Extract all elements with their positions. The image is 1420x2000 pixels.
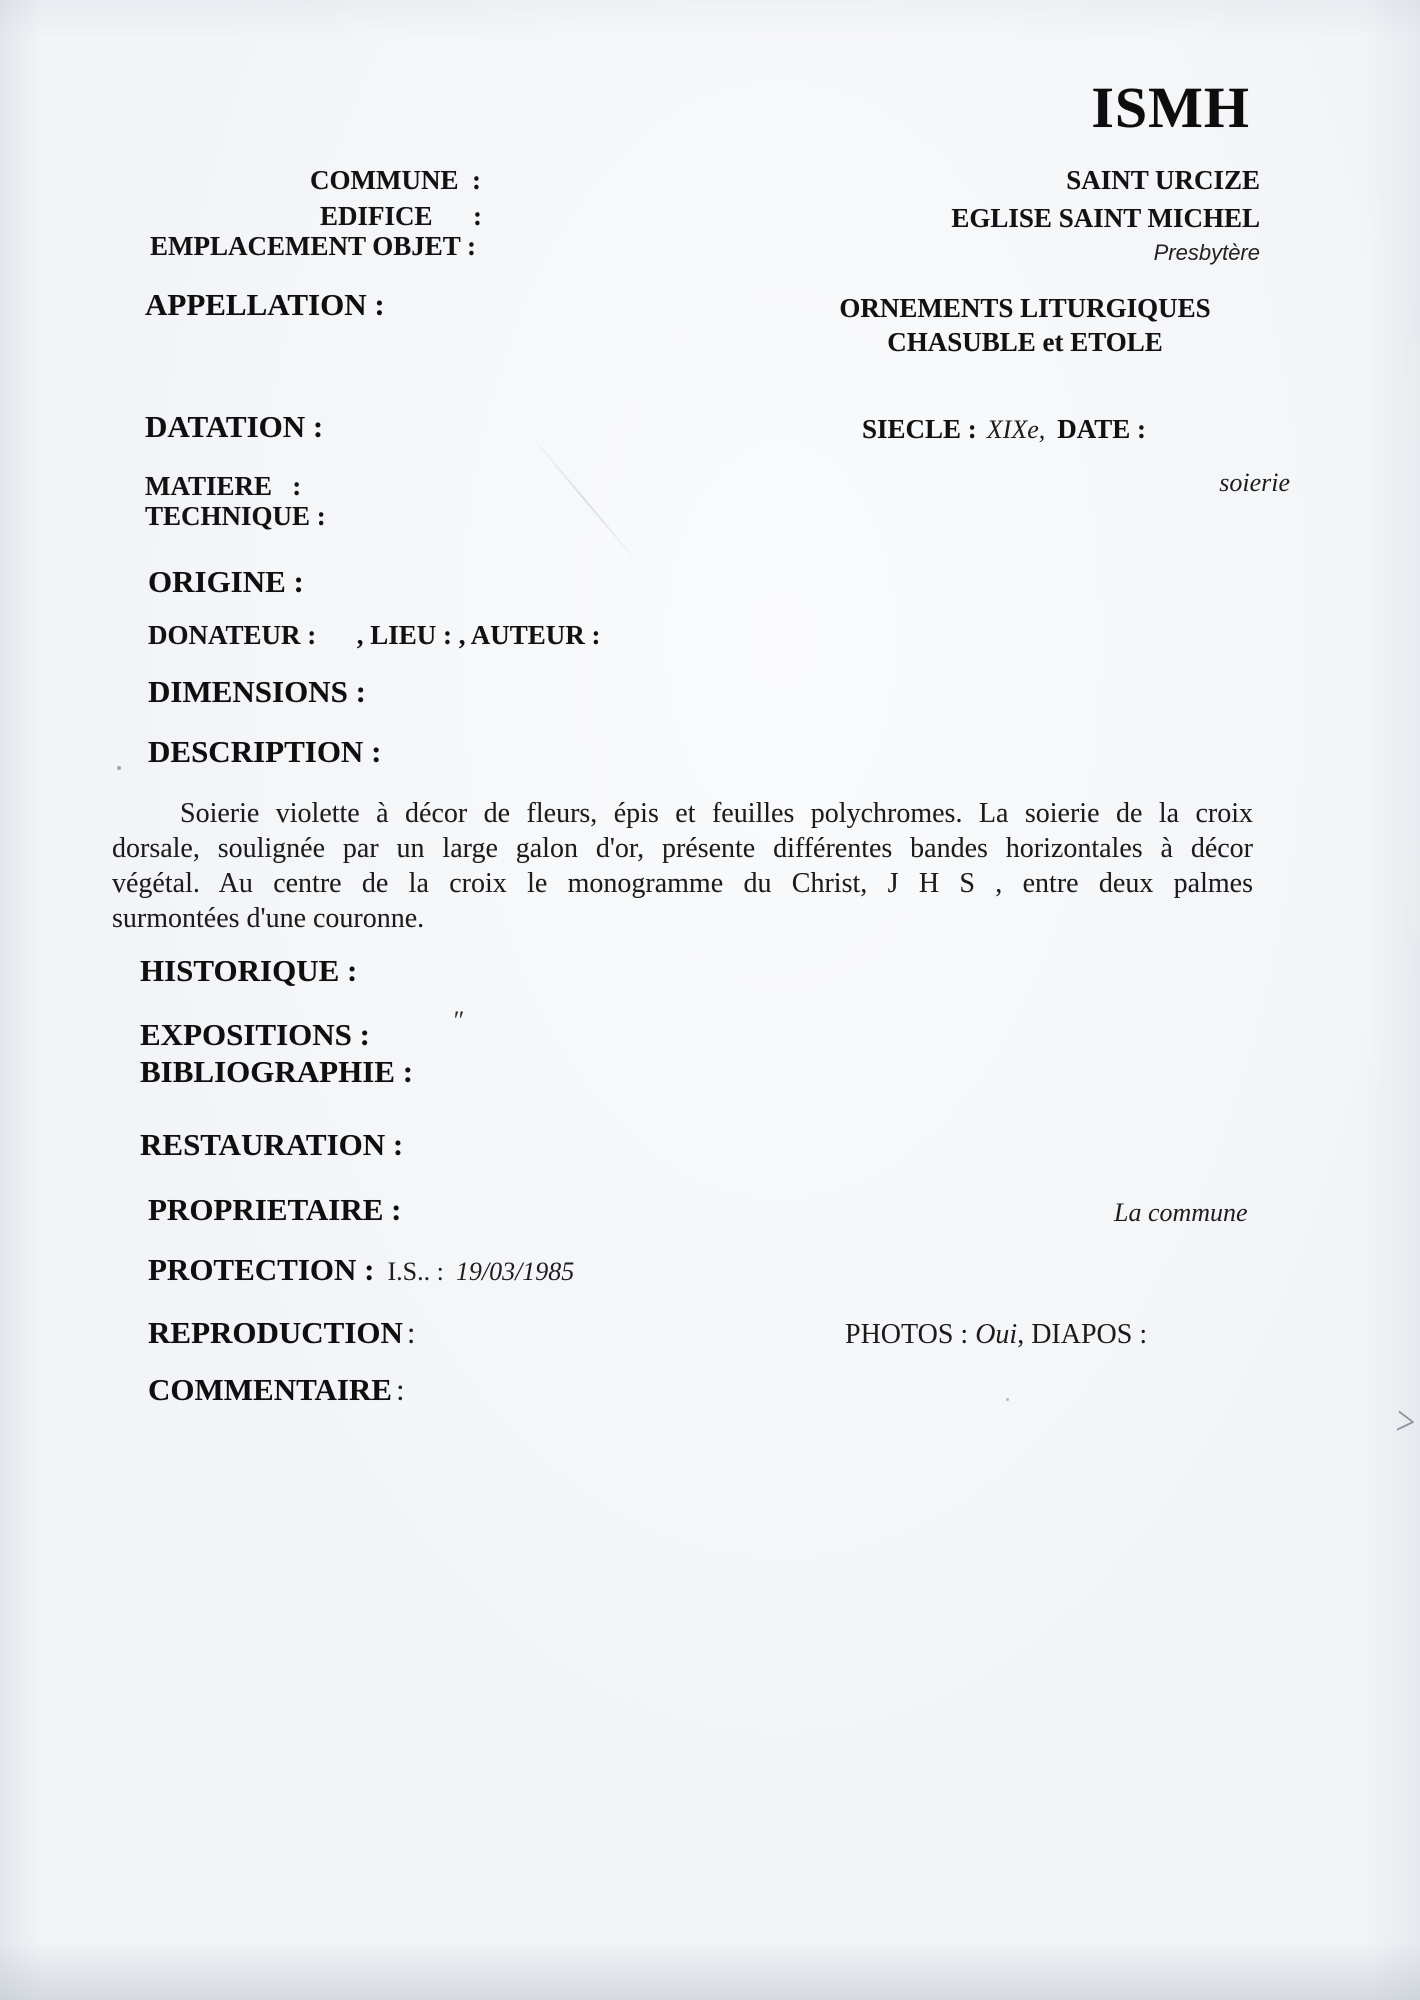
datation-label: DATATION :	[145, 409, 324, 444]
commune-label: COMMUNE :	[310, 165, 481, 195]
protection-label: PROTECTION :	[148, 1252, 375, 1287]
diapos-label: , DIAPOS :	[1017, 1319, 1148, 1350]
commentaire-label: COMMENTAIRE	[148, 1372, 392, 1407]
description-text-line1: Soierie violette à décor de fleurs, épis et feuilles polychromes. La soierie de la croix	[180, 798, 1253, 829]
date-label: DATE :	[1057, 414, 1147, 444]
matiere-label: MATIERE :	[145, 471, 302, 501]
emplacement-objet-label: EMPLACEMENT OBJET :	[150, 231, 477, 261]
reproduction-field	[148, 1315, 416, 1351]
ink-speck	[117, 766, 121, 770]
description-label: DESCRIPTION :	[148, 734, 382, 769]
paper-crease	[530, 434, 641, 566]
photos-value: Oui	[975, 1319, 1018, 1350]
siecle-date-field	[862, 414, 1146, 445]
matiere-value: soierie	[1219, 468, 1290, 497]
commune-value: SAINT URCIZE	[1066, 165, 1260, 195]
ditto-quote-mark: ″	[452, 1006, 463, 1035]
photos-label: PHOTOS :	[845, 1319, 976, 1350]
proprietaire-value: La commune	[1114, 1198, 1248, 1227]
technique-label: TECHNIQUE :	[145, 501, 326, 531]
protection-field	[148, 1252, 574, 1288]
proprietaire-label: PROPRIETAIRE :	[148, 1192, 402, 1227]
reproduction-label: REPRODUCTION	[148, 1315, 403, 1350]
expositions-label: EXPOSITIONS :	[140, 1017, 370, 1052]
restauration-label: RESTAURATION :	[140, 1127, 404, 1162]
description-text-line4: surmontées d'une couronne.	[112, 903, 425, 934]
commentaire-colon: :	[395, 1372, 405, 1407]
appellation-value-line1: ORNEMENTS LITURGIQUES	[839, 293, 1211, 323]
reproduction-colon: :	[406, 1315, 416, 1350]
pen-chevron-mark: >	[1393, 1398, 1418, 1447]
protection-code: I.S.. :	[387, 1257, 444, 1286]
edifice-label: EDIFICE :	[320, 201, 483, 231]
ismh-stamp: ISMH	[1091, 75, 1250, 140]
donateur-lieu-auteur-label: DONATEUR : , LIEU : , AUTEUR :	[148, 620, 601, 650]
appellation-value-line2: CHASUBLE et ETOLE	[887, 327, 1163, 357]
protection-date: 19/03/1985	[455, 1257, 575, 1286]
siecle-label: SIECLE :	[862, 414, 977, 444]
historique-label: HISTORIQUE :	[140, 953, 358, 988]
dimensions-label: DIMENSIONS :	[148, 674, 366, 709]
commentaire-field	[148, 1372, 405, 1408]
appellation-label: APPELLATION :	[145, 287, 385, 322]
description-text-line3: végétal. Au centre de la croix le monogramme du Christ, J H S , entre deux palmes	[112, 868, 1253, 899]
origine-label: ORIGINE :	[148, 564, 304, 599]
bibliographie-label: BIBLIOGRAPHIE :	[140, 1054, 414, 1089]
photos-diapos-field	[845, 1319, 1147, 1351]
siecle-value: XIXe,	[986, 415, 1046, 444]
description-text-line2: dorsale, soulignée par un large galon d'or, présente différentes bandes horizontales à décor	[112, 833, 1253, 864]
ink-speck	[1006, 1398, 1009, 1401]
edifice-value: EGLISE SAINT MICHEL	[951, 203, 1260, 233]
emplacement-objet-value: Presbytère	[1153, 240, 1260, 265]
